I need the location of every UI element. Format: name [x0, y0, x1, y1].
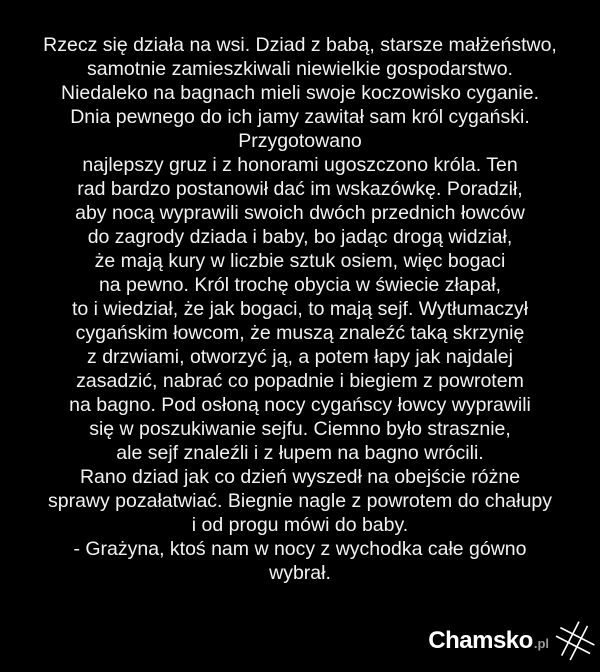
story-line: na bagno. Pod osłoną nocy cygańscy łowcy wyprawili [69, 394, 531, 416]
story-line: zasadzić, nabrać co popadnie i biegiem z powrotem [76, 370, 524, 392]
story-text [0, 33, 600, 585]
story-line: najlepszy gruz i z honorami ugoszczono króla. Ten [82, 154, 518, 176]
story-line: - Grażyna, ktoś nam w nocy z wychodka całe gówno [73, 538, 527, 560]
story-line: ale sejf znaleźli i z łupem na bagno wrócili. [116, 442, 484, 464]
story-line: aby nocą wyprawili swoich dwóch przednich łowców [75, 202, 525, 224]
story-line: z drzwiami, otworzyć ją, a potem łapy jak najdalej [87, 346, 513, 368]
story-line: cygańskim łowcom, że muszą znaleźć taką skrzynię [75, 322, 525, 344]
brand-logo [428, 627, 549, 655]
story-line: samotnie zamieszkiwali niewielkie gospodarstwo. [87, 58, 513, 80]
story-line: się w poszukiwanie sejfu. Ciemno było strasznie, [89, 418, 511, 440]
hash-icon [554, 618, 596, 664]
story-line: Przygotowano [238, 130, 362, 152]
brand-suffix: .pl [533, 636, 549, 651]
story-line: do zagrody dziada i baby, bo jadąc drogą widział, [87, 226, 513, 248]
story-line: to i wiedział, że jak bogaci, to mają sejf. Wytłumaczył [71, 298, 529, 320]
story-line: Rzecz się działa na wsi. Dziad z babą, starsze małżeństwo, [43, 34, 557, 56]
story-line: Rano dziad jak co dzień wyszedł na obejście różne [79, 466, 521, 488]
story-line: Dnia pewnego do ich jamy zawitał sam król cygański. [70, 106, 530, 128]
story-line: Niedaleko na bagnach mieli swoje koczowisko cyganie. [60, 82, 539, 104]
story-line: rad bardzo postanowił dać im wskazówkę. Poradził, [77, 178, 523, 200]
story-line: i od progu mówi do baby. [191, 514, 409, 536]
story-line: wybrał. [269, 562, 331, 584]
story-line: na pewno. Król trochę obycia w świecie złapał, [98, 274, 502, 296]
site-watermark [428, 618, 596, 664]
story-line: sprawy pozałatwiać. Biegnie nagle z powrotem do chałupy [47, 490, 553, 512]
brand-name: Chamsko [428, 627, 533, 654]
story-line: że mają kury w liczbie sztuk osiem, więc bogaci [94, 250, 506, 272]
